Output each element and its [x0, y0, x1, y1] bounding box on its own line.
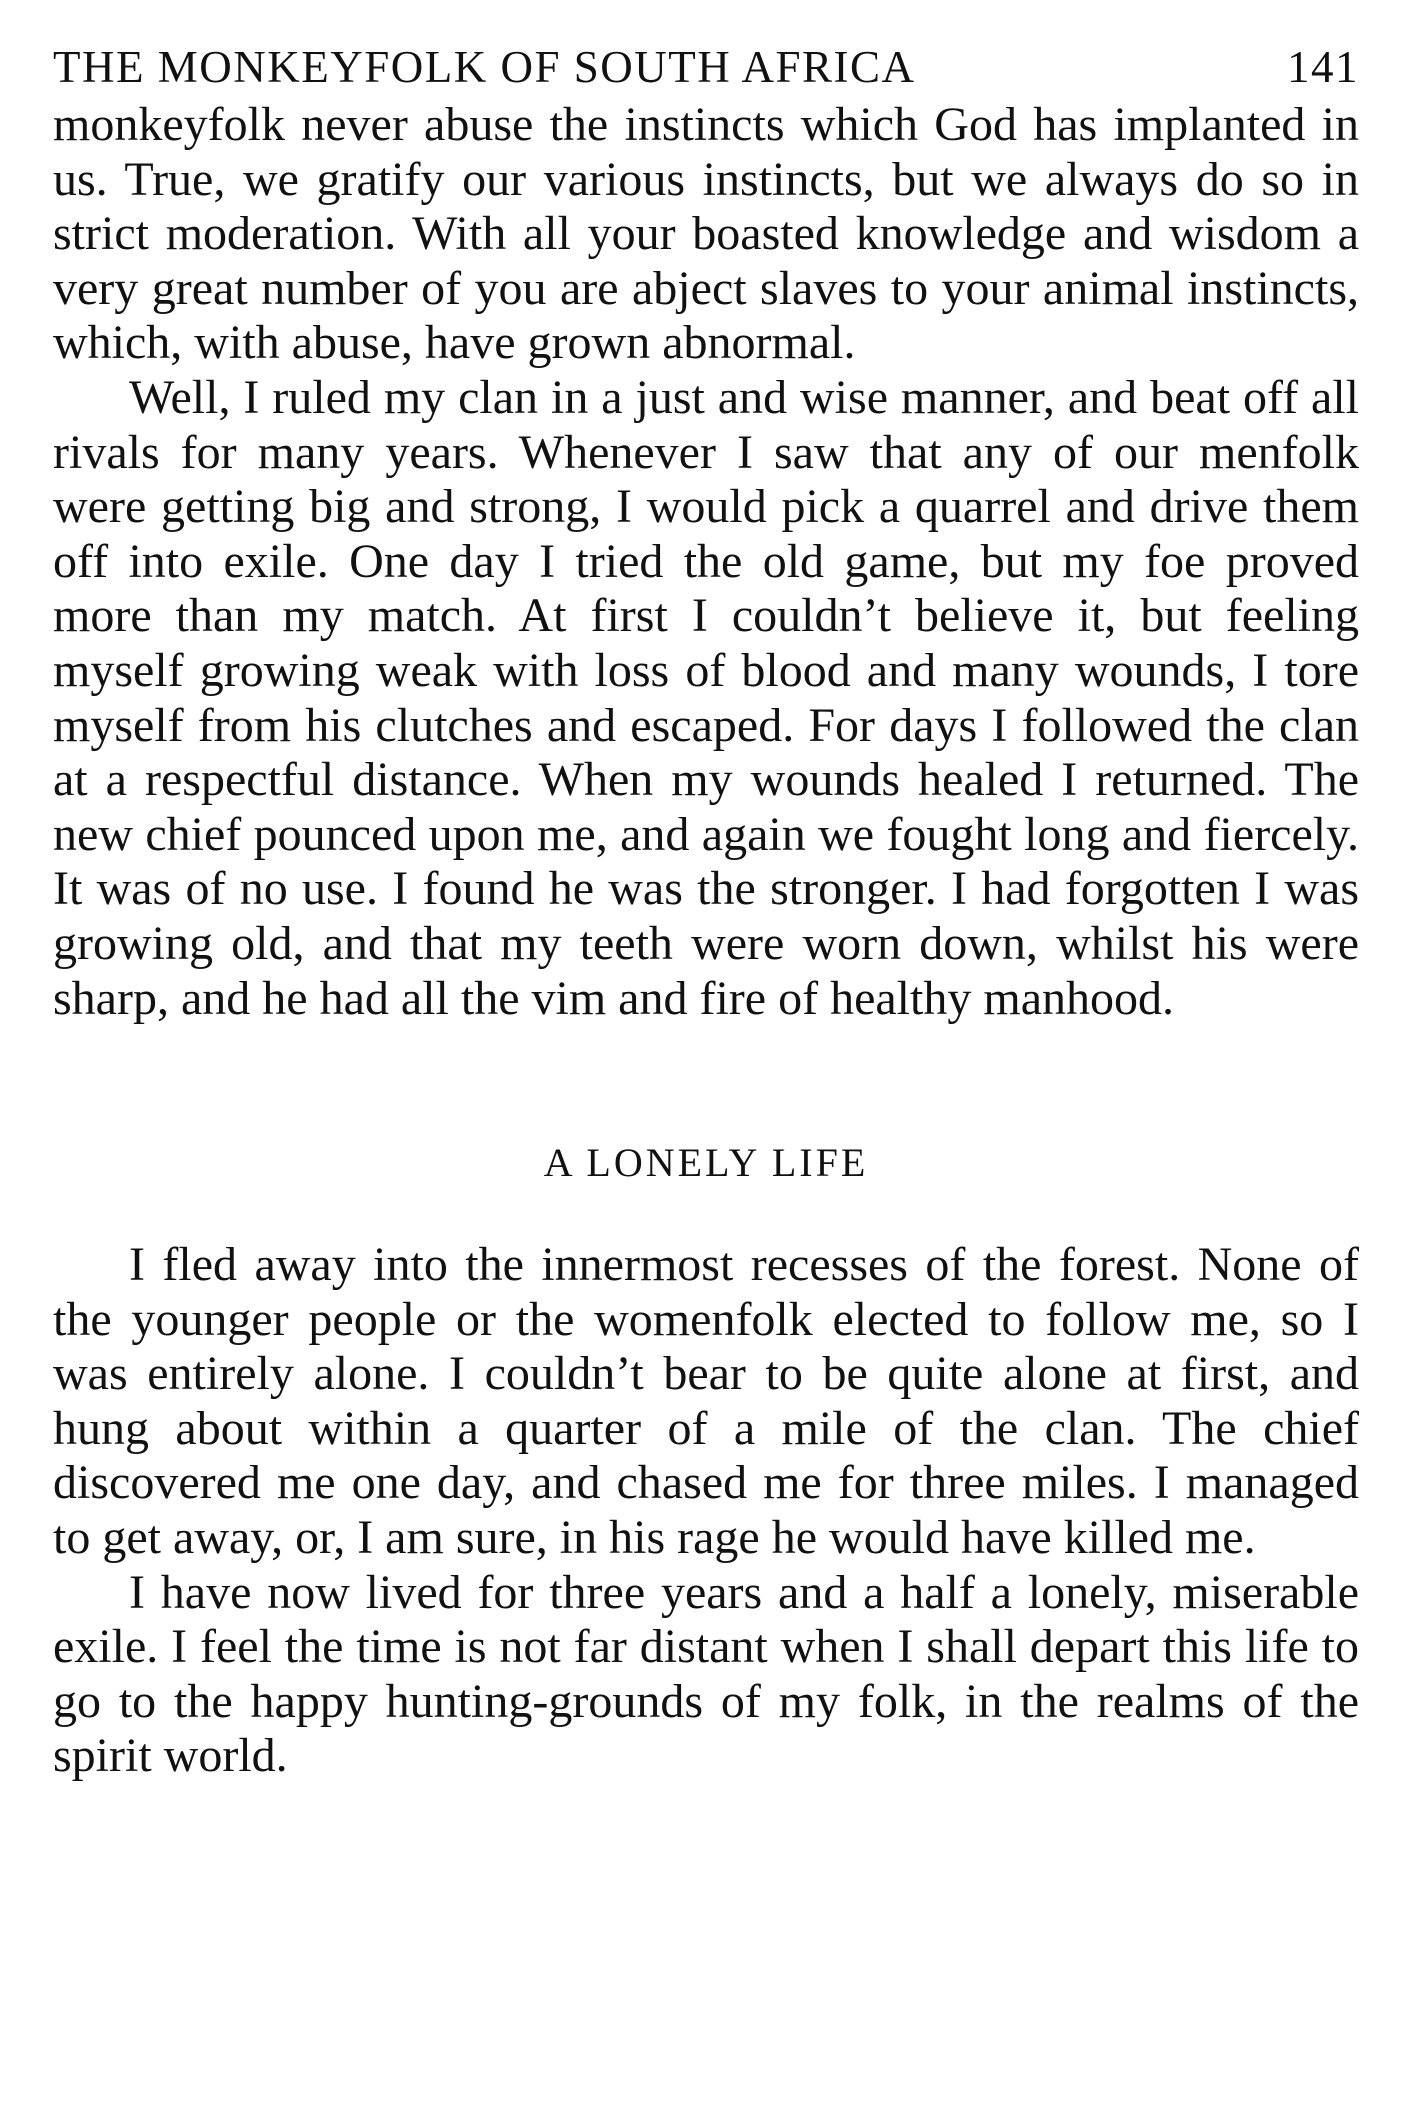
running-head	[53, 36, 1359, 98]
body-text-before	[53, 98, 1359, 1026]
paragraph-fled-away: I fled away into the innermost recesses of the forest. None of the younger people or the womenfolk elected to follow me, so I was entirely alone. I couldn’t bear to be quite alone at first, and hung about within a quarter of a mile of the clan. The chief discovered me one day, and chased me for three miles. I managed to get away, or, I am sure, in his rage he would have killed me.	[53, 1238, 1359, 1565]
paragraph-lonely-exile: I have now lived for three years and a half a lonely, miserable exile. I feel the time is not far distant when I shall depart this life to go to the happy hunting-grounds of my folk, in the realms of the spirit world.	[53, 1565, 1359, 1783]
running-head-title: THE MONKEYFOLK OF SOUTH AFRICA	[53, 42, 916, 92]
body-text-after	[53, 1238, 1359, 1784]
paragraph-ruled-my-clan: Well, I ruled my clan in a just and wise manner, and beat off all rivals for many years. Whenever I saw that any of our menfolk were getting big and strong, I would pick a quarrel and drive them off into exile. One day I tried the old game, but my foe proved more than my match. At first I couldn’t believe it, but feeling myself growing weak with loss of blood and many wounds, I tore myself from his clutches and escaped. For days I followed the clan at a respectful distance. When my wounds healed I returned. The new chief pounced upon me, and again we fought long and fiercely. It was of no use. I found he was the stronger. I had forgotten I was growing old, and that my teeth were worn down, whilst his were sharp, and he had all the vim and fire of healthy manhood.	[53, 370, 1359, 1025]
book-page	[53, 36, 1359, 1784]
page-number: 141	[1287, 42, 1359, 92]
section-heading: A LONELY LIFE	[543, 1140, 869, 1186]
paragraph-continued: monkeyfolk never abuse the instincts which God has implanted in us. True, we gratify our various instincts, but we always do so in strict moderation. With all your boasted knowledge and wisdom a very great number of you are abject slaves to your animal instincts, which, with abuse, have grown abnormal.	[53, 98, 1359, 370]
